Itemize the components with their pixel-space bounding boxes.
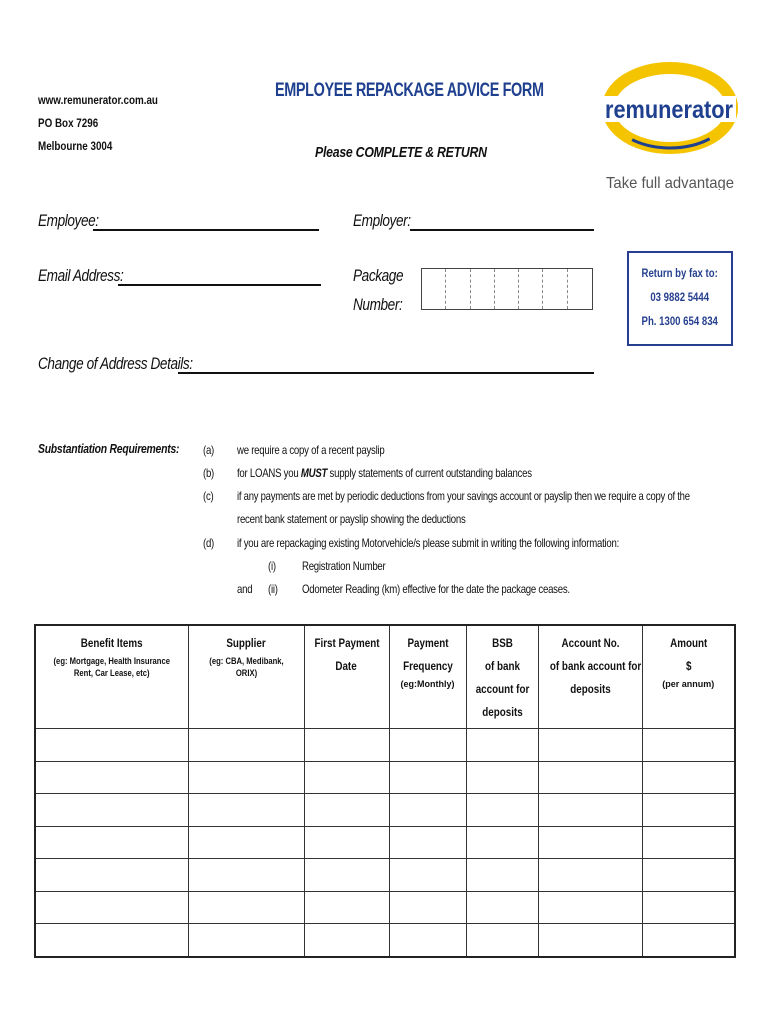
change-address-label: Change of Address Details:: [38, 354, 193, 373]
table-cell[interactable]: [188, 859, 304, 892]
table-cell[interactable]: [35, 729, 188, 762]
table-cell[interactable]: [466, 794, 538, 827]
package-digit-box[interactable]: [495, 269, 519, 309]
table-cell[interactable]: [389, 826, 466, 859]
table-cell[interactable]: [466, 924, 538, 957]
table-cell[interactable]: [188, 826, 304, 859]
table-row: [35, 859, 735, 892]
change-address-field[interactable]: [178, 372, 594, 374]
table-cell[interactable]: [304, 859, 389, 892]
table-cell[interactable]: [188, 794, 304, 827]
req-i-marker: (i): [268, 559, 276, 573]
employee-label: Employee:: [38, 211, 99, 230]
col-first-payment-date: First Payment Date: [304, 625, 389, 729]
table-cell[interactable]: [35, 891, 188, 924]
fax-heading: Return by fax to:: [641, 266, 719, 280]
table-cell[interactable]: [538, 891, 642, 924]
table-cell[interactable]: [642, 891, 735, 924]
table-cell[interactable]: [35, 924, 188, 957]
table-cell[interactable]: [35, 826, 188, 859]
table-cell[interactable]: [304, 794, 389, 827]
logo-tagline: Take full advantage: [606, 175, 735, 190]
col-amount: Amount $ (per annum): [642, 625, 735, 729]
table-cell[interactable]: [304, 729, 389, 762]
table-cell[interactable]: [642, 761, 735, 794]
form-subtitle: Please COMPLETE & RETURN: [315, 144, 487, 161]
package-label-2: Number:: [353, 295, 403, 314]
col-account-no: Account No. of bank account for deposits: [538, 625, 642, 729]
phone-number: Ph. 1300 654 834: [641, 314, 719, 328]
table-cell[interactable]: [35, 761, 188, 794]
substantiation-title: Substantiation Requirements:: [38, 441, 180, 456]
table-cell[interactable]: [188, 924, 304, 957]
email-label: Email Address:: [38, 266, 124, 285]
logo-brand: remunerator: [605, 96, 734, 124]
table-cell[interactable]: [538, 826, 642, 859]
table-cell[interactable]: [466, 761, 538, 794]
package-digit-box[interactable]: [519, 269, 543, 309]
table-cell[interactable]: [466, 891, 538, 924]
table-header-row: [35, 625, 735, 729]
benefits-table: [34, 624, 736, 958]
table-cell[interactable]: [466, 826, 538, 859]
email-field[interactable]: [118, 284, 321, 286]
table-cell[interactable]: [304, 761, 389, 794]
table-cell[interactable]: [304, 891, 389, 924]
po-box: PO Box 7296: [38, 116, 99, 130]
table-cell[interactable]: [538, 794, 642, 827]
col-bsb: BSB of bank account for deposits: [466, 625, 538, 729]
fax-number: 03 9882 5444: [650, 290, 710, 304]
req-d-marker: (d): [203, 536, 215, 550]
package-digit-box[interactable]: [568, 269, 592, 309]
req-b-marker: (b): [203, 466, 215, 480]
table-cell[interactable]: [188, 761, 304, 794]
table-cell[interactable]: [538, 859, 642, 892]
req-ii-marker: (ii): [268, 582, 278, 596]
table-cell[interactable]: [389, 891, 466, 924]
table-row: [35, 891, 735, 924]
logo-emblem: [598, 62, 738, 190]
website-link[interactable]: www.remunerator.com.au: [38, 93, 158, 107]
col-supplier: Supplier (eg: CBA, Medibank, ORIX): [188, 625, 304, 729]
req-a-marker: (a): [203, 443, 215, 457]
table-cell[interactable]: [642, 924, 735, 957]
req-a-text: we require a copy of a recent payslip: [237, 443, 385, 457]
table-cell[interactable]: [642, 794, 735, 827]
req-c-text-1: if any payments are met by periodic deductions from your savings account or payslip then we require a copy of the: [237, 489, 690, 503]
city-postcode: Melbourne 3004: [38, 139, 113, 153]
employer-field[interactable]: [410, 229, 594, 231]
table-row: [35, 826, 735, 859]
remunerator-logo: [598, 62, 738, 190]
table-cell[interactable]: [538, 924, 642, 957]
table-row: [35, 794, 735, 827]
table-cell[interactable]: [538, 729, 642, 762]
table-row: [35, 761, 735, 794]
req-i-text: Registration Number: [302, 559, 386, 573]
req-b-text: for LOANS you MUST supply statements of current outstanding balances: [237, 466, 532, 480]
table-cell[interactable]: [466, 729, 538, 762]
req-ii-text: Odometer Reading (km) effective for the date the package ceases.: [302, 582, 570, 596]
table-cell[interactable]: [389, 761, 466, 794]
table-cell[interactable]: [304, 924, 389, 957]
form-title: EMPLOYEE REPACKAGE ADVICE FORM: [275, 80, 544, 101]
table-cell[interactable]: [188, 891, 304, 924]
table-cell[interactable]: [389, 794, 466, 827]
req-and-word: and: [237, 582, 253, 596]
table-cell[interactable]: [188, 729, 304, 762]
table-cell[interactable]: [642, 729, 735, 762]
package-label-1: Package: [353, 266, 404, 285]
req-c-text-2: recent bank statement or payslip showing the deductions: [237, 512, 466, 526]
table-cell[interactable]: [389, 859, 466, 892]
table-cell[interactable]: [389, 924, 466, 957]
col-benefit-items: Benefit Items (eg: Mortgage, Health Insurance Rent, Car Lease, etc): [35, 625, 188, 729]
table-cell[interactable]: [642, 826, 735, 859]
req-d-text: if you are repackaging existing Motorvehicle/s please submit in writing the following information:: [237, 536, 620, 550]
employer-label: Employer:: [353, 211, 411, 230]
table-cell[interactable]: [389, 729, 466, 762]
table-cell[interactable]: [35, 859, 188, 892]
fax-info-box: [627, 251, 733, 346]
employee-field[interactable]: [93, 229, 319, 231]
table-cell[interactable]: [35, 794, 188, 827]
table-cell[interactable]: [642, 859, 735, 892]
col-payment-frequency: Payment Frequency (eg:Monthly): [389, 625, 466, 729]
table-row: [35, 729, 735, 762]
package-digit-box[interactable]: [471, 269, 495, 309]
package-number-boxes[interactable]: [421, 268, 593, 310]
req-c-marker: (c): [203, 489, 214, 503]
package-digit-box[interactable]: [446, 269, 470, 309]
package-digit-box[interactable]: [422, 269, 446, 309]
table-cell[interactable]: [304, 826, 389, 859]
package-digit-box[interactable]: [543, 269, 567, 309]
table-cell[interactable]: [466, 859, 538, 892]
table-cell[interactable]: [538, 761, 642, 794]
table-row: [35, 924, 735, 957]
